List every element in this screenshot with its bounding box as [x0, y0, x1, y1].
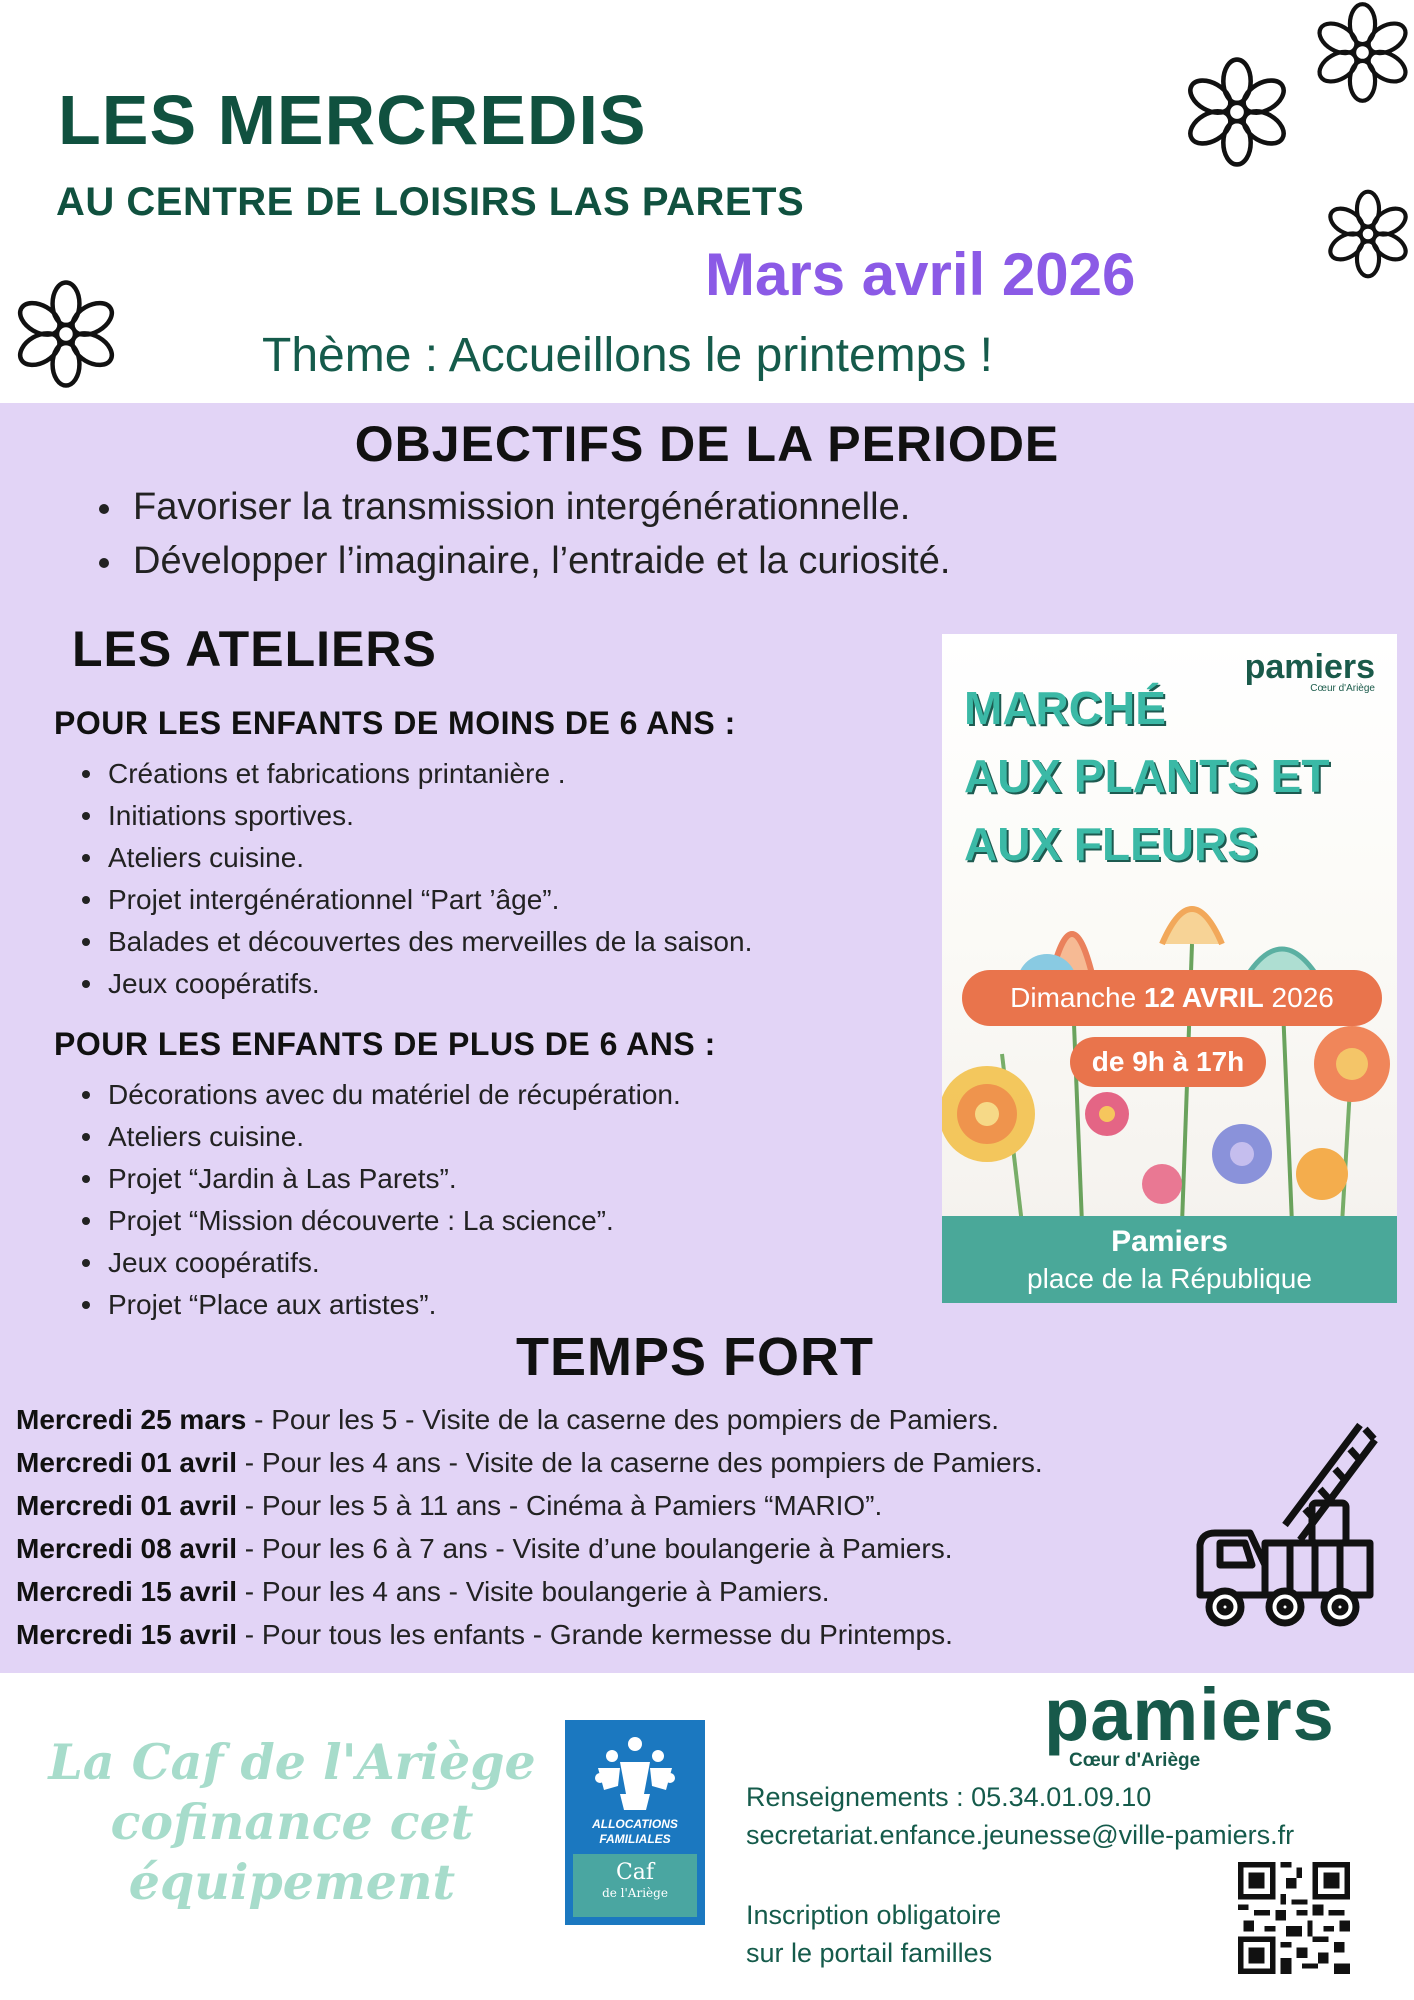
ateliers-heading: LES ATELIERS	[72, 621, 437, 677]
poster-logo-sub: Cœur d'Ariège	[1310, 683, 1375, 694]
poster-date-suffix: 2026	[1263, 982, 1334, 1013]
event-row	[16, 1527, 1043, 1570]
event-row	[16, 1441, 1043, 1484]
list-item: Ateliers cuisine.	[80, 1116, 681, 1158]
list-item: Projet “Jardin à Las Parets”.	[80, 1158, 681, 1200]
poster-place: place de la République	[1027, 1263, 1312, 1294]
list-item: Projet “Place aux artistes”.	[80, 1284, 681, 1326]
event-date: Mercredi 15 avril	[16, 1619, 238, 1650]
event-date: Mercredi 01 avril	[16, 1447, 238, 1478]
flower-icon	[1180, 55, 1294, 169]
flower-icon	[1310, 0, 1414, 105]
email-link[interactable]: secretariat.enfance.jeunesse@ville-pamiers.fr	[746, 1820, 1295, 1850]
event-text: - Pour tous les enfants - Grande kermesse du Printemps.	[237, 1619, 953, 1650]
event-text: - Pour les 4 ans - Visite de la caserne des pompiers de Pamiers.	[237, 1447, 1043, 1478]
event-row	[16, 1570, 1043, 1613]
under6-list	[80, 753, 752, 1005]
caf-logo	[565, 1720, 705, 1925]
caf-logo-bottom	[573, 1854, 697, 1917]
temps-fort-heading: TEMPS FORT	[516, 1327, 874, 1387]
objectives-list	[95, 480, 950, 588]
poster-hours: de 9h à 17h	[1070, 1037, 1266, 1087]
theme-label: Thème : Accueillons le printemps !	[262, 329, 993, 382]
list-item: Ateliers cuisine.	[80, 837, 752, 879]
caf-line: équipement	[128, 1853, 456, 1911]
pamiers-logo-sub: Cœur d'Ariège	[1069, 1750, 1201, 1771]
poster-title-line: AUX FLEURS	[964, 818, 1258, 870]
event-row	[16, 1484, 1043, 1527]
poster-date-bold: 12 AVRIL	[1143, 982, 1264, 1013]
event-date: Mercredi 08 avril	[16, 1533, 238, 1564]
list-item: Initiations sportives.	[80, 795, 752, 837]
inscription-line: Inscription obligatoire	[746, 1900, 1002, 1930]
flower-icon	[1322, 188, 1414, 280]
objectives-heading: OBJECTIFS DE LA PERIODE	[354, 416, 1060, 472]
fire-truck-icon	[1190, 1415, 1380, 1630]
list-item: Jeux coopératifs.	[80, 1242, 681, 1284]
list-item: Jeux coopératifs.	[80, 963, 752, 1005]
list-item: Projet “Mission découverte : La science”.	[80, 1200, 681, 1242]
event-date: Mercredi 25 mars	[16, 1404, 247, 1435]
caf-logo-name: Caf	[615, 1860, 655, 1885]
list-item: Développer l’imaginaire, l’entraide et la curiosité.	[95, 534, 950, 588]
page-title: LES MERCREDIS	[58, 81, 647, 159]
events-list	[16, 1398, 1043, 1656]
event-text: - Pour les 5 - Visite de la caserne des pompiers de Pamiers.	[246, 1404, 1000, 1435]
phone-text: Renseignements : 05.34.01.09.10	[746, 1782, 1152, 1812]
caf-logo-sub: de l'Ariège	[602, 1886, 668, 1900]
family-figures-icon	[590, 1734, 680, 1814]
poster-title-line: MARCHÉ	[964, 682, 1166, 734]
event-date: Mercredi 15 avril	[16, 1576, 238, 1607]
pamiers-logo: pamiers	[1044, 1673, 1335, 1756]
list-item: Décorations avec du matériel de récupération.	[80, 1074, 681, 1116]
contact-info	[746, 1778, 1294, 1854]
event-row	[16, 1613, 1043, 1656]
poster-logo-text: pamiers	[1244, 648, 1375, 686]
under6-heading: POUR LES ENFANTS DE MOINS DE 6 ANS :	[54, 705, 736, 741]
market-poster	[942, 634, 1397, 1303]
qr-code-icon[interactable]	[1238, 1862, 1350, 1974]
list-item: Projet intergénérationnel “Part ’âge”.	[80, 879, 752, 921]
page-subtitle: AU CENTRE DE LOISIRS LAS PARETS	[56, 180, 805, 224]
over6-list	[80, 1074, 681, 1326]
caf-line: cofinance cet	[110, 1793, 474, 1851]
list-item: Favoriser la transmission intergénérationnelle.	[95, 480, 950, 534]
inscription-note	[746, 1896, 1001, 1972]
poster-date-prefix: Dimanche	[1010, 982, 1144, 1013]
poster-title	[964, 674, 1394, 878]
flower-icon	[10, 278, 122, 390]
poster-date	[962, 970, 1382, 1026]
period-label: Mars avril 2026	[705, 241, 1136, 308]
caf-logo-line: ALLOCATIONS	[592, 1817, 678, 1831]
list-item: Créations et fabrications printanière .	[80, 753, 752, 795]
over6-heading: POUR LES ENFANTS DE PLUS DE 6 ANS :	[54, 1026, 716, 1062]
caf-cofinance-text	[22, 1732, 562, 1912]
event-text: - Pour les 6 à 7 ans - Visite d’une boulangerie à Pamiers.	[237, 1533, 953, 1564]
event-text: - Pour les 5 à 11 ans - Cinéma à Pamiers “MARIO”.	[237, 1490, 883, 1521]
list-item: Balades et découvertes des merveilles de la saison.	[80, 921, 752, 963]
inscription-line: sur le portail familles	[746, 1938, 993, 1968]
event-date: Mercredi 01 avril	[16, 1490, 238, 1521]
poster-location	[942, 1216, 1397, 1303]
caf-logo-label	[565, 1817, 705, 1847]
poster-city: Pamiers	[1111, 1225, 1228, 1258]
poster-title-line: AUX PLANTS ET	[964, 750, 1330, 802]
event-row	[16, 1398, 1043, 1441]
caf-line: La Caf de l'Ariège	[48, 1733, 536, 1791]
caf-logo-line: FAMILIALES	[599, 1832, 671, 1846]
event-text: - Pour les 4 ans - Visite boulangerie à Pamiers.	[237, 1576, 830, 1607]
